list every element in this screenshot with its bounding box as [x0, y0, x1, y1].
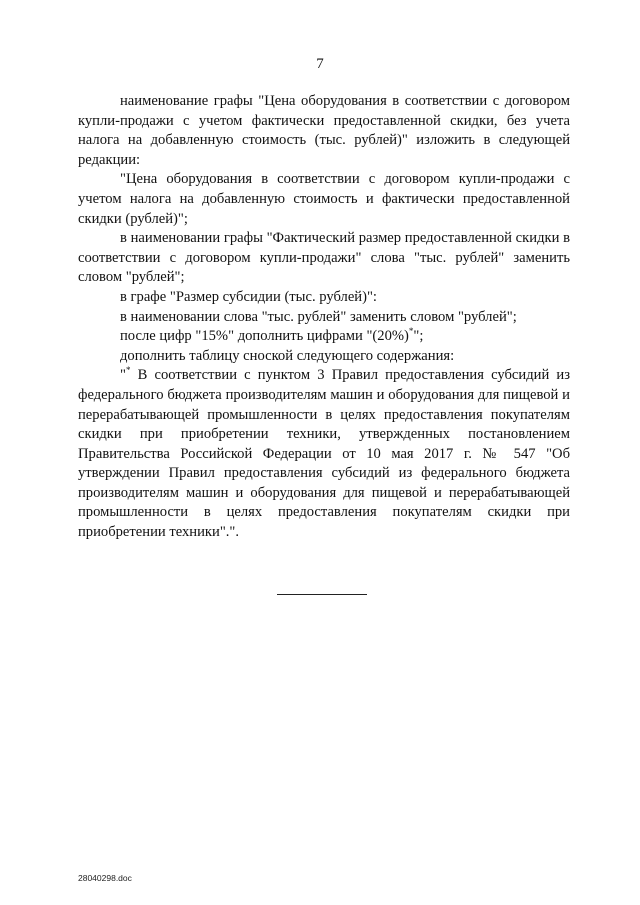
asterisk-marker: *	[408, 326, 414, 337]
paragraph-footnote-intro: дополнить таблицу сноской следующего содержания:	[120, 347, 455, 364]
footnote-body: В соответствии с пунктом 3 Правил предоставления субсидий из федерального бюджета производителям машин и оборудования для пищевой и перерабатывающей промышленности в целях предоставления покупателям скидки при приобретении техники, утвержденных постановлением Правительства Российской Федерации от 10 мая 2017 г. № 547 "Об утверждении Правил предоставления субсидий из федерального бюджета производителям машин и оборудования для пищевой и перерабатывающей промышленности в целях предоставления покупателям скидки при приобретении техники".".	[78, 367, 570, 541]
footnote-open-quote: "	[120, 367, 126, 384]
paragraph-rename-words: в наименовании слова "тыс. рублей" заменить словом "рублей";	[120, 308, 517, 325]
paragraph-discount-column: в наименовании графы "Фактический размер предоставленной скидки в соответствии с договором купли-продажи" слова "тыс. рублей" заменить словом "рублей";	[78, 230, 570, 286]
paragraph-subsidy-column: в графе "Размер субсидии (тыс. рублей)":	[120, 288, 377, 305]
percent-text-after: ";	[413, 328, 424, 345]
paragraph-new-wording: "Цена оборудования в соответствии с договором купли-продажи с учетом налога на добавленную стоимость и фактически предоставленной скидки (рублей)";	[78, 171, 570, 227]
page-number: 7	[316, 56, 324, 72]
footnote-text	[78, 366, 570, 542]
footnote-asterisk-marker: *	[125, 365, 131, 376]
paragraph-column-name-price: наименование графы "Цена оборудования в соответствии с договором купли-продажи с учетом фактически предоставленной скидки, без учета налога на добавленную стоимость (тыс. рублей)" изложить в следующей редакции:	[78, 93, 570, 168]
document-body	[78, 92, 570, 543]
paragraph-percent-addition	[78, 327, 570, 347]
end-of-text-rule	[277, 594, 367, 595]
document-file-id: 28040298.doc	[78, 873, 132, 883]
percent-text-before: после цифр "15%" дополнить цифрами "(20%)	[120, 328, 409, 345]
